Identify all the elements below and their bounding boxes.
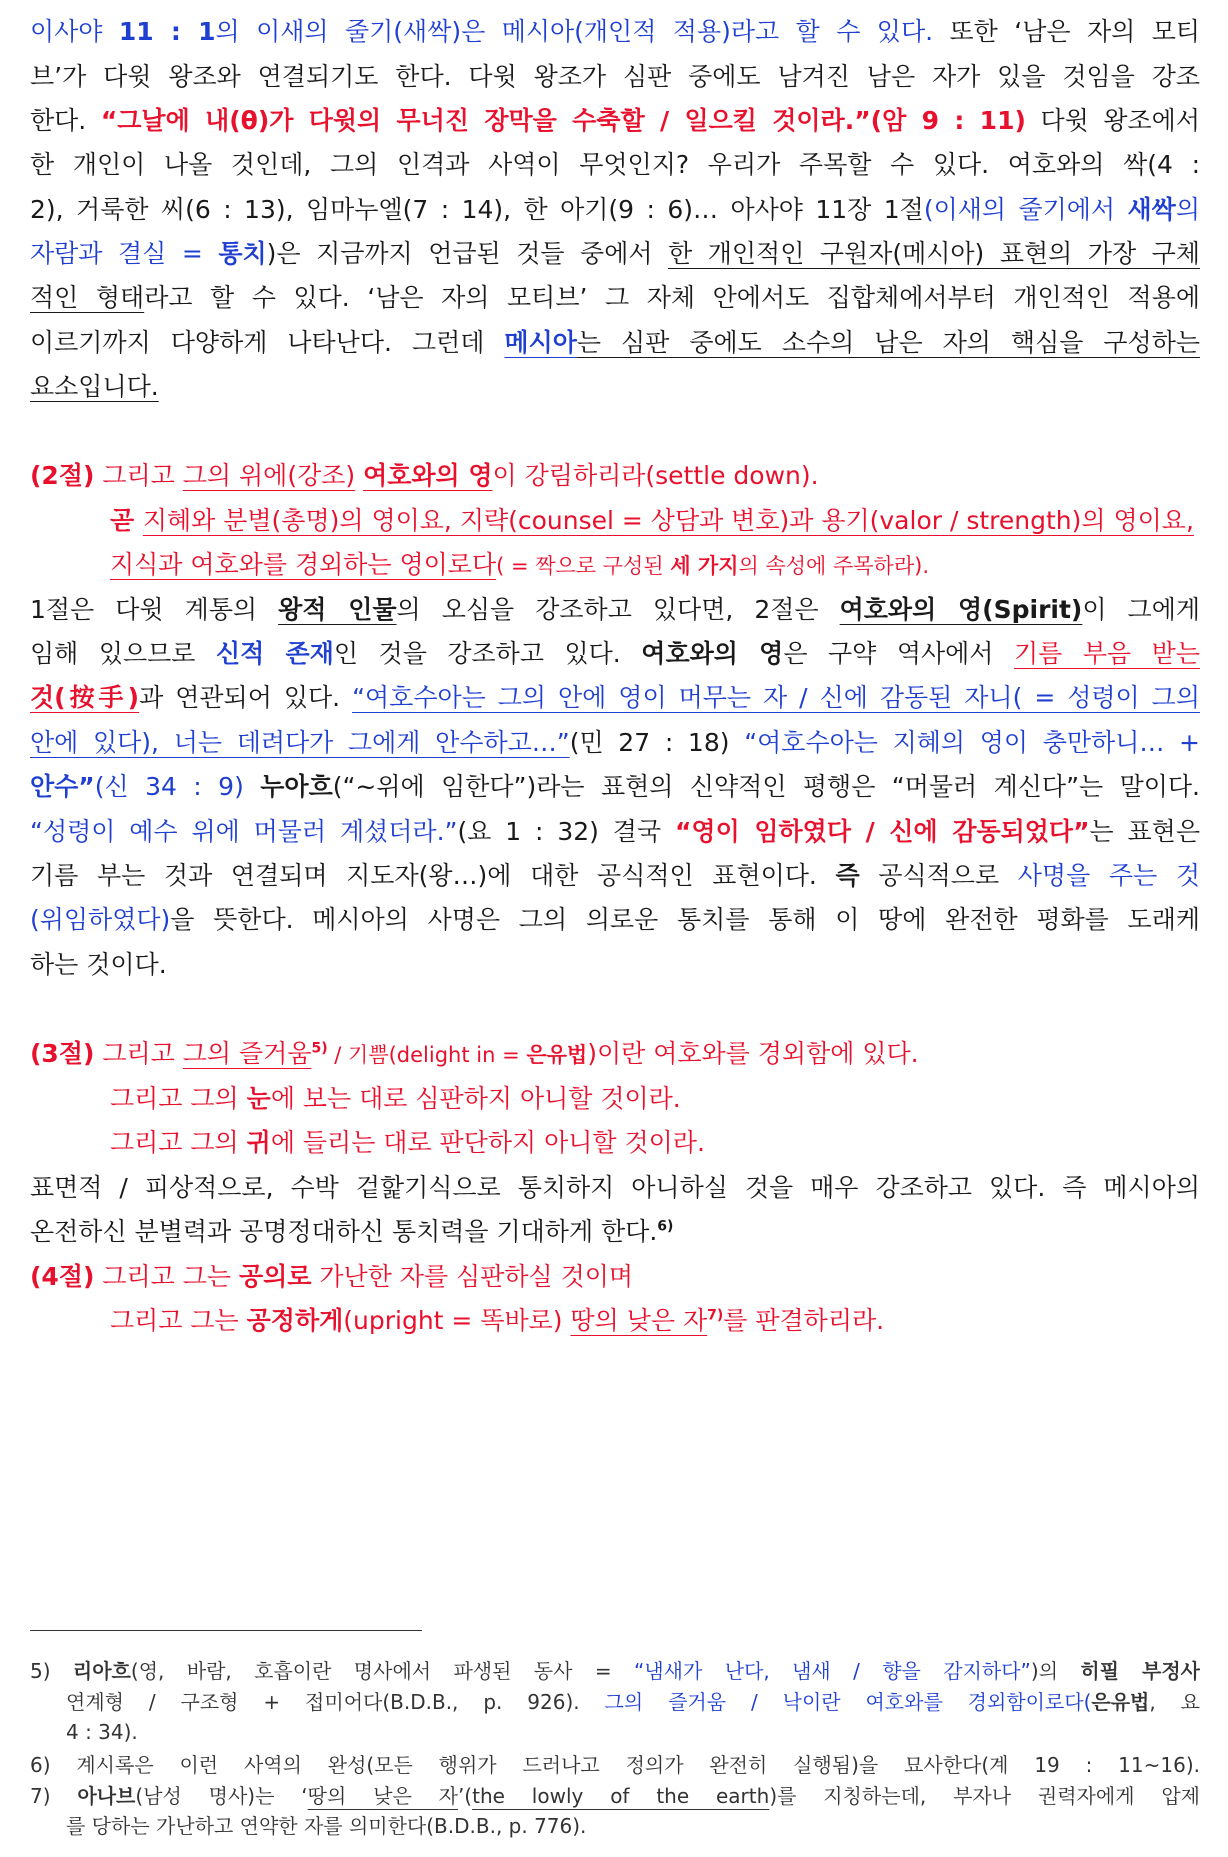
- verse3-body-1: 표면적 / 피상적으로, 수박 겉핥기식으로 통치하지 아니하실 것을 매우 강조하고 있다. 즉 메시아의: [30, 1173, 1200, 1202]
- verse2-body-8: (위임하였다)을 뜻한다. 메시아의 사명은 그의 의로운 통치를 통해 이 땅에 완전한 평화를 도래케: [30, 905, 1200, 934]
- verse3-line-2: 그리고 그의 눈에 보는 대로 심판하지 아니할 것이라.: [110, 1084, 681, 1113]
- verse4-heading: (4절) 그리고 그는 공의로 가난한 자를 심판하실 것이며: [30, 1262, 634, 1291]
- verse2-body-4: 안에 있다), 너는 데려다가 그에게 안수하고…”(민 27 : 18) “여호수아는 지혜의 영이 충만하니… +: [30, 728, 1200, 757]
- verse2-body-1: 1절은 다윗 계통의 왕적 인물의 오심을 강조하고 있다면, 2절은 여호와의 영(Spirit)이 그에게: [30, 595, 1200, 624]
- verse2-heading: (2절) 그리고 그의 위에(강조) 여호와의 영이 강림하리라(settle down).: [30, 461, 819, 490]
- intro-line-2: 브’가 다윗 왕조와 연결되기도 한다. 다윗 왕조가 심판 중에도 남겨진 남은 자가 있을 것임을 강조: [30, 62, 1200, 91]
- verse2-line-3: 지식과 여호와를 경외하는 영이로다( = 짝으로 구성된 세 가지의 속성에 주목하라).: [110, 550, 929, 579]
- intro-line-3: 한다. “그날에 내(θ)가 다윗의 무너진 장막을 수축할 / 일으킬 것이라.”(암 9 : 11) 다윗 왕조에서: [30, 106, 1200, 135]
- intro-line-9: 요소입니다.: [30, 372, 159, 401]
- footnote-5-line-3: 4 : 34).: [66, 1720, 138, 1744]
- intro-line-1: 이사야 11 : 1의 이새의 줄기(새싹)은 메시아(개인적 적용)라고 할 수 있다. 또한 ‘남은 자의 모티: [30, 17, 1200, 46]
- intro-line-8: 이르기까지 다양하게 나타난다. 그런데 메시아는 심판 중에도 소수의 남은 자의 핵심을 구성하는: [30, 328, 1200, 357]
- verse2-body-2: 임해 있으므로 신적 존재인 것을 강조하고 있다. 여호와의 영은 구약 역사에서 기름 부음 받는: [30, 639, 1200, 668]
- footnote-7-line-2: 를 당하는 가난하고 연약한 자를 의미한다(B.D.B., p. 776).: [66, 1814, 587, 1838]
- footnote-5-line-1: 5) 리아흐(영, 바람, 호흡이란 명사에서 파생된 동사 = “냄새가 난다, 냄새 / 향을 감지하다”)의 히필 부정사: [30, 1659, 1200, 1683]
- verse2-body-7: 기름 부는 것과 연결되며 지도자(왕…)에 대한 공식적인 표현이다. 즉 공식적으로 사명을 주는 것: [30, 861, 1200, 890]
- intro-line-6: 자람과 결실 = 통치)은 지금까지 언급된 것들 중에서 한 개인적인 구원자(메시아) 표현의 가장 구체: [30, 239, 1200, 268]
- verse2-body-6: “성령이 예수 위에 머물러 계셨더라.”(요 1 : 32) 결국 “영이 임하였다 / 신에 감동되었다”는 표현은: [30, 817, 1200, 846]
- verse2-line-2: 곧 지혜와 분별(총명)의 영이요, 지략(counsel = 상담과 변호)과 용기(valor / strength)의 영이요,: [110, 506, 1194, 535]
- verse2-body-3: 것(按手)과 연관되어 있다. “여호수아는 그의 안에 영이 머무는 자 / 신에 감동된 자니( = 성령이 그의: [30, 683, 1200, 712]
- verse2-body-5: 안수”(신 34 : 9) 누아흐(“~위에 임한다”)라는 표현의 신약적인 평행은 “머물러 계신다”는 말이다.: [30, 772, 1200, 801]
- verse3-body-2: 온전하신 분별력과 공명정대하신 통치력을 기대하게 한다.$^{6)}$: [30, 1217, 674, 1246]
- footnote-7-line-1: 7) 아나브(남성 명사)는 ‘땅의 낮은 자’(the lowly of the earth)를 지칭하는데, 부자나 권력자에게 압제: [30, 1784, 1200, 1808]
- footnote-6: 6) 계시록은 이런 사역의 완성(모든 행위가 드러나고 정의가 완전히 실행됨)을 묘사한다(계 19 : 11~16).: [30, 1753, 1200, 1777]
- intro-line-5: 2), 거룩한 씨(6 : 13), 임마누엘(7 : 14), 한 아기(9 : 6)… 아사야 11장 1절(이새의 줄기에서 새싹의: [30, 195, 1200, 224]
- footnote-5-line-2: 연계형 / 구조형 + 접미어다(B.D.B., p. 926). 그의 즐거움 / 낙이란 여호와를 경외함이로다(은유법, 요: [66, 1690, 1200, 1714]
- intro-line-4: 한 개인이 나올 것인데, 그의 인격과 사역이 무엇인지? 우리가 주목할 수 있다. 여호와의 싹(4 :: [30, 150, 1200, 179]
- intro-line-7: 적인 형태라고 할 수 있다. ‘남은 자의 모티브’ 그 자체 안에서도 집합체에서부터 개인적인 적용에: [30, 283, 1200, 312]
- footnote-divider: [30, 1630, 422, 1631]
- verse2-body-9: 하는 것이다.: [30, 950, 167, 979]
- verse4-line-2: 그리고 그는 공정하게(upright = 똑바로) 땅의 낮은 자$^{7)}$를 판결하리라.: [110, 1306, 885, 1335]
- verse3-line-3: 그리고 그의 귀에 들리는 대로 판단하지 아니할 것이라.: [110, 1128, 705, 1157]
- verse3-heading: (3절) 그리고 그의 즐거움$^{5)}$ / 기쁨(delight in = 은유법)이란 여호와를 경외함에 있다.: [30, 1039, 919, 1068]
